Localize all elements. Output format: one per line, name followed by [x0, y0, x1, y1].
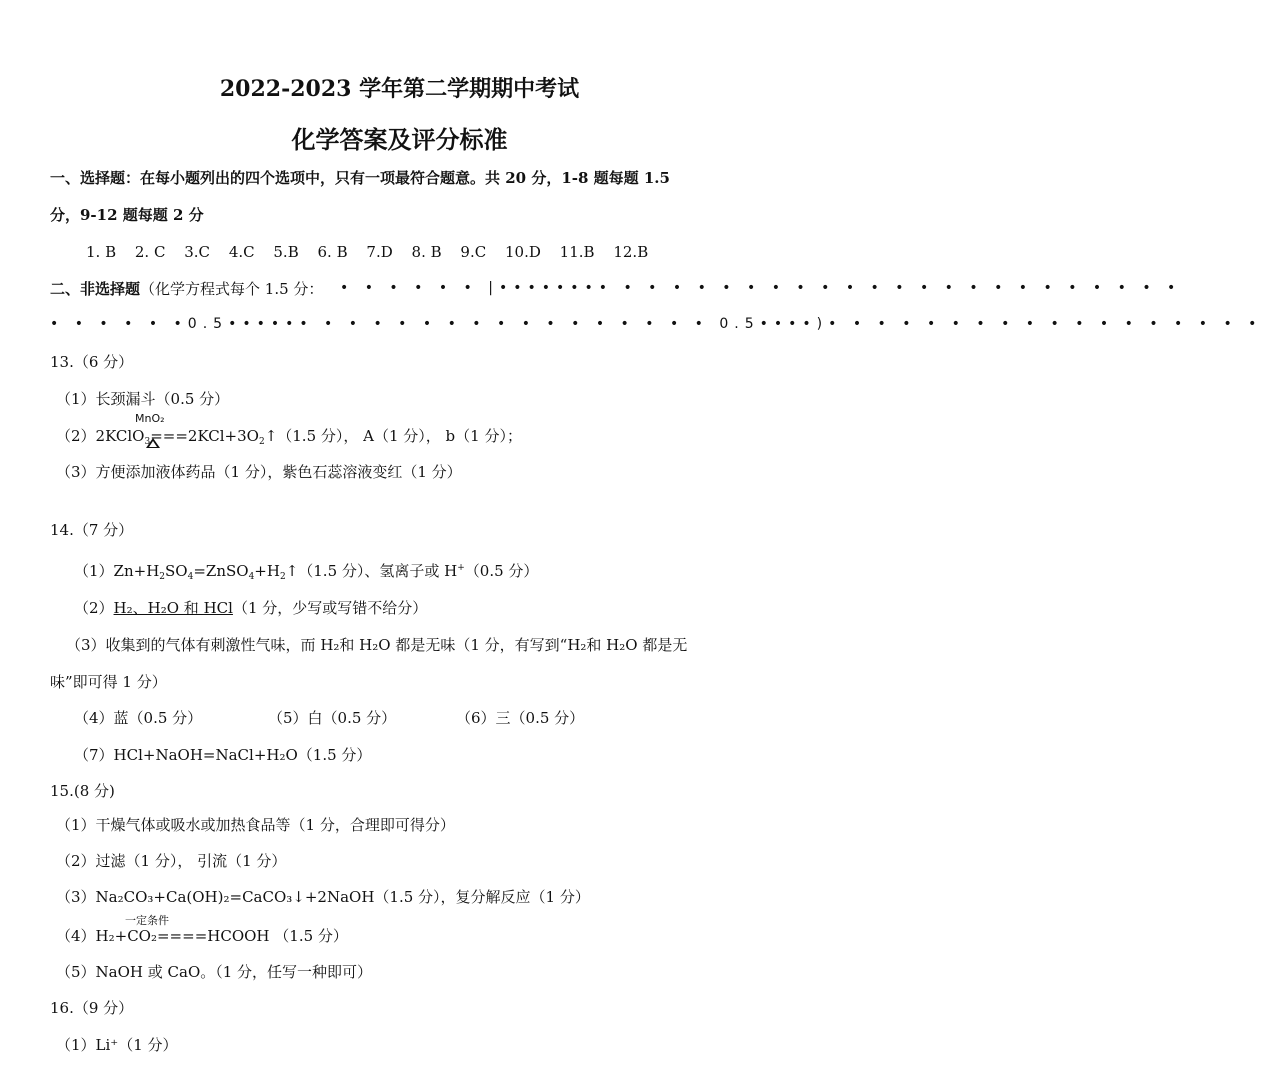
- eq-part: ↑（1.5 分）， A（1 分）， b（1 分）；: [264, 427, 522, 445]
- eq-part: ↑（1.5 分）、氢离子或 H: [285, 562, 458, 580]
- sec2-note: （化学方程式每个 1.5 分：: [140, 280, 324, 298]
- eq-part: =ZnSO: [193, 562, 249, 580]
- answer-item: 10.D: [505, 243, 541, 261]
- eq-part: （0.5 分）: [464, 562, 539, 580]
- answer-item: 7.D: [366, 243, 393, 261]
- eq-sub: 4: [248, 572, 255, 582]
- sec1-line2: 分，9-12 题每题 2 分: [50, 206, 204, 224]
- q15-answer-5: （5）NaOH 或 CaO。（1 分，任写一种即可）: [56, 963, 373, 981]
- q13-answer-1: （1）长颈漏斗（0.5 分）: [56, 390, 230, 408]
- catalyst-label: MnO₂: [135, 412, 165, 425]
- answer-item: 1. B: [86, 243, 117, 261]
- q14-answer-7: （7）HCl+NaOH=NaCl+H₂O（1.5 分）: [74, 746, 372, 764]
- eq-part: ===2KCl+3O: [150, 427, 259, 445]
- condition-label: 一定条件: [125, 914, 169, 927]
- q15-answer-3: （3）Na₂CO₃+Ca(OH)₂=CaCO₃↓+2NaOH（1.5 分），复分解反应（1 分）: [56, 888, 590, 906]
- q14-heading: 14.（7 分）: [50, 521, 134, 539]
- eq-part: SO: [165, 562, 188, 580]
- answer-item: 4.C: [228, 243, 255, 261]
- q15-answer-4: （4）H₂+CO₂====HCOOH （1.5 分）: [56, 927, 348, 945]
- q15-answer-1: （1）干燥气体或吸水或加热食品等（1 分，合理即可得分）: [56, 816, 455, 834]
- q14-answer-3-line1: （3）收集到的气体有刺激性气味，而 H₂和 H₂O 都是无味（1 分，有写到“H₂和 H₂O 都是无: [66, 636, 688, 654]
- answer-item: 8. B: [411, 243, 442, 261]
- choice-answers: [86, 242, 662, 262]
- eq-sub: 3: [144, 437, 151, 447]
- answer-item: 5.B: [273, 243, 299, 261]
- answer-note: （1 分，少写或写错不给分）: [232, 599, 428, 617]
- sec2-heading: [50, 279, 323, 299]
- answer-item: 11.B: [559, 243, 595, 261]
- sec1-line1: 一、选择题：在每小题列出的四个选项中，只有一项最符合题意。共 20 分，1-8 题每题 1.5: [50, 169, 670, 187]
- answer-item: 12.B: [613, 243, 649, 261]
- q13-answer-2: [56, 426, 522, 452]
- eq-sup: +: [457, 563, 465, 573]
- q15-answer-2: （2）过滤（1 分）， 引流（1 分）: [56, 852, 287, 870]
- sec2-title: 二、非选择题: [50, 280, 141, 298]
- dotted-line-2: • • • • • •0.5•••••• • • • • • • • • • • • • • • • • 0.5••••)• • • • • • • • • • • • • • • • • •: [50, 316, 1262, 332]
- eq-sub: 4: [187, 572, 194, 582]
- dotted-line-1: • • • • • • |•••••••• • • • • • • • • • • • • • • • • • • • • • • •: [340, 280, 1182, 296]
- q15-heading: 15.(8 分): [50, 782, 115, 800]
- answer-item: 6. B: [317, 243, 348, 261]
- exam-title: 2022-2023 学年第二学期期中考试: [219, 76, 580, 102]
- q14-answer-6: （6）三（0.5 分）: [456, 709, 585, 727]
- answer-title: 化学答案及评分标准: [291, 125, 508, 154]
- q14-answer-5: （5）白（0.5 分）: [268, 709, 397, 727]
- q14-answer-1: [74, 558, 538, 587]
- answer-item: 2. C: [134, 243, 166, 261]
- q14-answer-2: [74, 598, 427, 618]
- eq-sub: 2: [279, 572, 286, 582]
- answer-item: 3.C: [184, 243, 211, 261]
- q14-answer-3-line2: 味”即可得 1 分）: [50, 673, 167, 691]
- eq-part: （2）2KClO: [56, 427, 145, 445]
- q13-answer-3: （3）方便添加液体药品（1 分），紫色石蕊溶液变红（1 分）: [56, 463, 462, 481]
- eq-part: （1）Zn+H: [74, 562, 160, 580]
- eq-part: +H: [254, 562, 280, 580]
- q13-heading: 13.（6 分）: [50, 353, 134, 371]
- eq-sub: 2: [159, 572, 166, 582]
- q16-heading: 16.（9 分）: [50, 999, 134, 1017]
- eq-sub: 2: [258, 437, 265, 447]
- underlined-answer: H₂、H₂O 和 HCl: [113, 599, 233, 617]
- q16-answer-1: （1）Li⁺（1 分）: [56, 1036, 178, 1054]
- answer-prefix: （2）: [74, 599, 114, 617]
- q14-answer-4: （4）蓝（0.5 分）: [74, 709, 203, 727]
- answer-item: 9.C: [460, 243, 487, 261]
